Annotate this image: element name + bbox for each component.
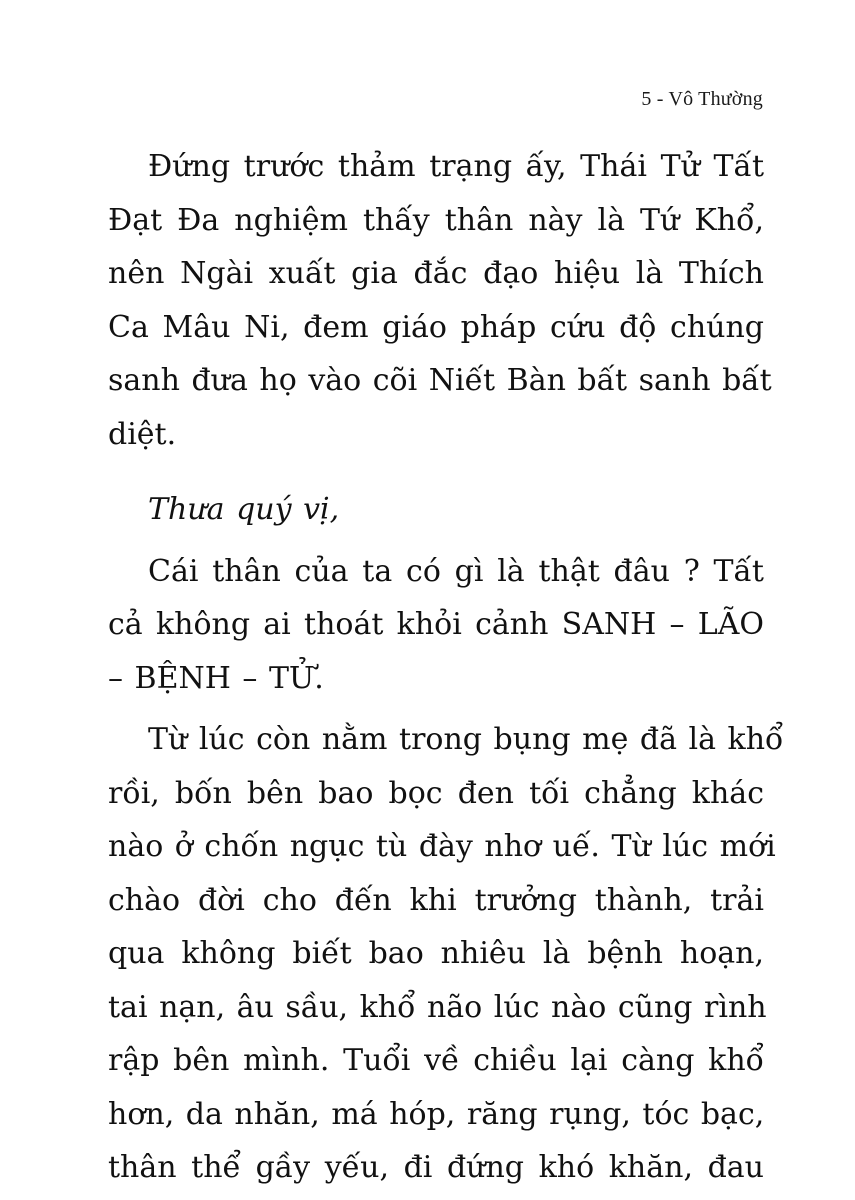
text-line: sanh đưa họ vào cõi Niết Bàn bất sanh bất	[108, 363, 772, 398]
page-body	[108, 140, 784, 1195]
paragraph-spacer	[108, 705, 764, 713]
paragraph-spacer	[108, 461, 764, 483]
text-line: cả không ai thoát khỏi cảnh SANH – LÃO	[108, 607, 764, 642]
text-line: – BỆNH – TỬ.	[108, 660, 324, 696]
paragraph-3	[108, 713, 784, 1195]
text-line: Ca Mâu Ni, đem giáo pháp cứu độ chúng	[108, 309, 764, 345]
text-line: chào đời cho đến khi trưởng thành, trải	[108, 882, 764, 918]
text-line: nên Ngài xuất gia đắc đạo hiệu là Thích	[108, 256, 764, 291]
paragraph-2	[108, 545, 764, 706]
paragraph-spacer	[108, 537, 764, 545]
text-line: Cái thân của ta có gì là thật đâu ? Tất	[148, 553, 764, 589]
text-line: Từ lúc còn nằm trong bụng mẹ đã là khổ	[148, 722, 784, 757]
text-line: tai nạn, âu sầu, khổ não lúc nào cũng rình	[108, 989, 767, 1025]
text-line: nào ở chốn ngục tù đày nhơ uế. Từ lúc mới	[108, 829, 776, 864]
text-line: rồi, bốn bên bao bọc đen tối chẳng khác	[108, 775, 764, 811]
text-line: qua không biết bao nhiêu là bệnh hoạn,	[108, 936, 764, 971]
text-line: diệt.	[108, 416, 177, 452]
paragraph-1	[108, 140, 772, 461]
salutation	[108, 483, 764, 537]
text-line: hơn, da nhăn, má hóp, răng rụng, tóc bạc,	[108, 1096, 765, 1132]
text-line: Đạt Đa nghiệm thấy thân này là Tứ Khổ,	[108, 202, 764, 238]
running-header: 5 - Vô Thường	[641, 88, 763, 110]
text-line: Đứng trước thảm trạng ấy, Thái Tử Tất	[148, 149, 764, 184]
salutation-line: Thưa quý vị,	[148, 492, 340, 527]
text-line: rập bên mình. Tuổi về chiều lại càng khổ	[108, 1043, 764, 1078]
text-line: thân thể gầy yếu, đi đứng khó khăn, đau	[108, 1150, 764, 1185]
